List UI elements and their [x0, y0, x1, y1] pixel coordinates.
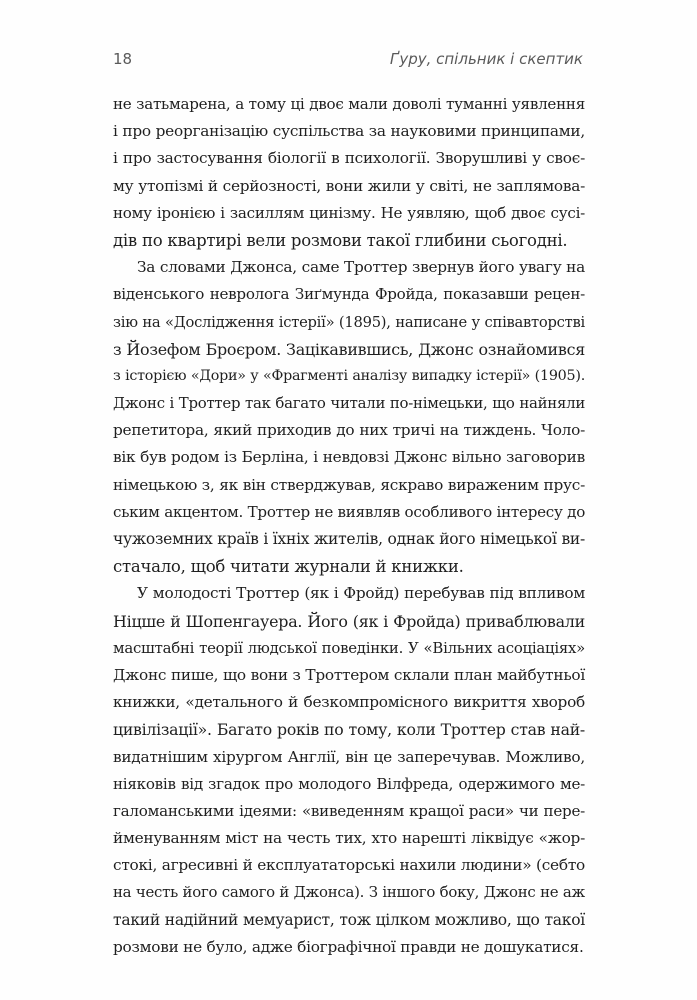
text-line: не затьмарена, а тому ці двоє мали доволі туманні уявлення [113, 95, 585, 113]
text-line: дів по квартирі вели розмови такої глибини сьогодні. [113, 230, 568, 250]
text-line: вік був родом із Берліна, і невдовзі Джонс вільно заговорив [113, 448, 585, 467]
text-line: розмови не було, адже біографічної правди не дошукатися. [113, 937, 584, 956]
text-line: Джонс і Троттер так багато читали по-німецьки, що найняли [113, 394, 585, 413]
text-line: такий надійний мемуарист, тож цілком можливо, що такої [113, 910, 585, 929]
paragraph [113, 254, 585, 580]
running-title: Ґуру, спільник і скептик [390, 50, 583, 68]
text-line: зію на «Дослідження істерії» (1895), написане у співавторстві [113, 313, 585, 331]
text-line: ським акцентом. Троттер не виявляв особливого інтересу до [113, 502, 586, 521]
text-line: ніяковів від згадок про молодого Вілфреда, одержимого ме- [113, 774, 585, 793]
text-line: йменуванням міст на честь тих, хто нарешті ліквідує «жор- [113, 829, 585, 848]
text-line: Джонс пише, що вони з Троттером склали план майбутньої [113, 665, 585, 684]
paragraph [113, 580, 585, 961]
text-line: чужоземних країв і їхніх жителів, однак його німецької ви- [113, 530, 585, 548]
text-line: і про застосування біології в психології. Зворушливі у своє- [113, 149, 585, 168]
text-line: з Йозефом Броєром. Зацікавившись, Джонс ознайомився [113, 339, 585, 359]
text-line: німецькою з, як він стверджував, яскраво вираженим прус- [113, 475, 585, 494]
page-number: 18 [113, 50, 133, 68]
text-line: У молодості Троттер (як і Фройд) перебував під впливом [137, 584, 585, 603]
text-line: на честь його самого й Джонса). З іншого боку, Джонс не аж [113, 883, 585, 902]
text-line: му утопізмі й серйозності, вони жили у світі, не заплямова- [113, 176, 585, 195]
text-line: галоманськими ідеями: «виведенням кращої раси» чи пере- [113, 801, 585, 820]
body-text [113, 91, 585, 961]
text-line: За словами Джонса, саме Троттер звернув його увагу на [137, 258, 585, 277]
text-line: цивілізації». Багато років по тому, коли Троттер став най- [113, 720, 585, 740]
text-line: книжки, «детального й безкомпромісного викриття хвороб [113, 693, 585, 712]
text-line: ному іронією і засиллям цинізму. Не уявляю, щоб двоє сусі- [113, 203, 585, 222]
page-header [113, 50, 583, 74]
text-line: видатнішим хірургом Англії, він це заперечував. Можливо, [113, 747, 585, 766]
text-line: стокі, агресивні й експлуататорські нахили людини» (себто [113, 856, 585, 875]
text-line: Ніцше й Шопенгауера. Його (як і Фройда) приваблювали [113, 611, 585, 631]
text-line: і про реорганізацію суспільства за науковими принципами, [113, 122, 585, 141]
paragraph [113, 91, 585, 254]
text-line: з історією «Дори» у «Фрагменті аналізу випадку істерії» (1905). [113, 367, 585, 384]
text-line: масштабні теорії людської поведінки. У «Вільних асоціаціях» [113, 638, 585, 657]
text-line: віденського невролога Зиґмунда Фройда, показавши рецен- [113, 285, 585, 304]
text-line: репетитора, який приходив до них тричі на тиждень. Чоло- [113, 421, 585, 440]
text-line: стачало, щоб читати журнали й книжки. [113, 557, 464, 577]
